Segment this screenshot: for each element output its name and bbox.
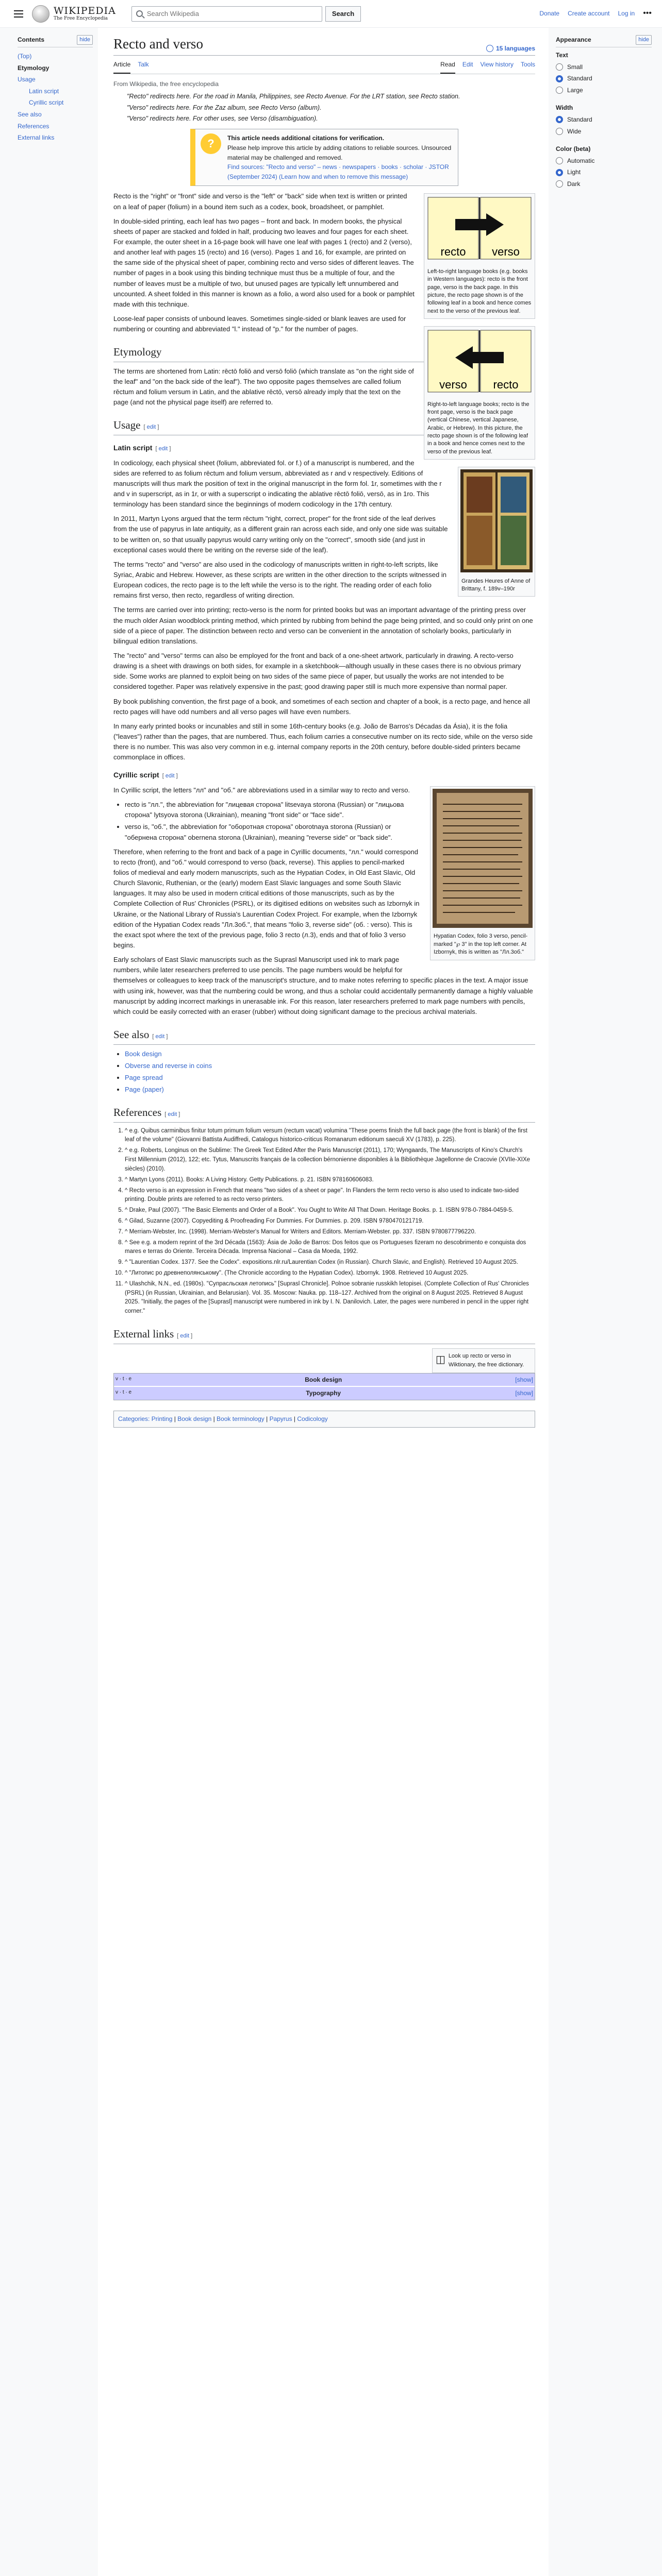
- reference-item: 7. ^ Merriam-Webster, Inc. (1998). Merriam-Webster's Manual for Writers and Editors. Merriam-Webster. pp. 337. ISBN 9780877796220.: [125, 1228, 535, 1237]
- fig1-right-word: verso: [492, 245, 520, 259]
- section-external-links: External links [ edit ]: [113, 1326, 535, 1344]
- language-button[interactable]: [486, 44, 535, 54]
- edit-link[interactable]: edit: [180, 1333, 190, 1340]
- notice-body: Please help improve this article by adding citations to reliable sources. Unsourced material may be challenged and removed.: [227, 144, 452, 161]
- section-cyrillic-script: Cyrillic script [ edit ]: [113, 771, 178, 779]
- category-link[interactable]: Printing: [151, 1415, 173, 1422]
- appearance-hide-button[interactable]: hide: [636, 35, 652, 45]
- cyrillic-intro: In Cyrillic script, the letters "лл" and "об." are abbreviations used in a similar way to recto and verso.: [113, 786, 410, 794]
- list-item: • verso is, "об.", the abbreviation for "оборотная сторона" oborotnaya storona (Russian) or "обернена сторона" obernena storona (Ukrainian), meaning "reverse side" or "back side".: [125, 822, 535, 842]
- figure-caption: Left-to-right language books (e.g. books in Western languages): recto is the front page, verso is the back page. In this picture, the recto page shown is of the following leaf in a book and hence comes next to the verso of the previous leaf.: [427, 268, 532, 314]
- reference-item: 10. ^ "Литопис ро древнеполянському". (The Chronicle according to the Hypatian Codex). Izbornyk. 1908. Retrieved 10 August 2025.: [125, 1269, 535, 1278]
- reference-item: 5. ^ Drake, Paul (2007). "The Basic Elements and Order of a Book". You Ought to Write All That Down. Heritage Books. p. 1. ISBN 978-0-7884-0459-5.: [125, 1206, 535, 1215]
- reference-item: 2. ^ e.g. Roberts, Longinus on the Sublime: The Greek Text Edited After the Paris Manuscript (2011), 170; Wyngaards, The Manuscripts of Kino's Church's First Millennium (2012), 122; etc. Tytus, Manuscrits français de la collection bérnonienne disponibles à la Bibliothèque Jagellonne de Cracovie (XVIIe-XIXe siècles) (2010).: [125, 1146, 535, 1174]
- login-link[interactable]: Log in: [618, 10, 635, 18]
- text-size-label: Text: [556, 52, 568, 59]
- cyrillic-paragraph: Early scholars of East Slavic manuscripts such as the Suprasl Manuscript used ink to mark page numbers, while later researchers preferred to use pencils. The page numbers would be helpful for themselves or colleagues to keep track of the manuscript's structure, and to make notes referring to specific places in the text. A major issue with using ink, however, was that the numbering could be wrong, and thus a scholar could accidentally permanently damage a highly valuable manuscript by adding incorrect markings in unerasable ink. For this reason, later researchers preferred to mark page numbers with pencils, which could be easily corrected with an eraser (rubber) without doing significant damage to the precious archival materials.: [113, 956, 533, 1015]
- reference-item: 6. ^ Gilad, Suzanne (2007). Copyediting & Proofreading For Dummies. For Dummies. p. 209. ISBN 9780470121719.: [125, 1217, 535, 1226]
- toc-item-external-links[interactable]: External links: [18, 134, 55, 142]
- section-etymology: Etymology: [113, 344, 535, 362]
- color-option-dark[interactable]: Dark: [556, 179, 652, 189]
- intro-paragraph: Loose-leaf paper consists of unbound leaves. Sometimes single-sided or blank leaves are used for numbering or counting and abbreviated "l." instead of "p." for the number of pages.: [113, 314, 406, 333]
- toc-title: Contents: [18, 36, 44, 43]
- tagline: The Free Encyclopedia: [54, 16, 108, 21]
- edit-link[interactable]: edit: [158, 445, 168, 452]
- language-icon: [486, 45, 493, 52]
- reference-item: 4. ^ Recto verso is an expression in French that means "two sides of a sheet or page". In Flanders the term recto verso is also used to indicate two-sided printing. Double prints are referred to as recto verso printers.: [125, 1187, 535, 1205]
- question-icon: [201, 133, 221, 154]
- tab-read[interactable]: Read: [440, 58, 455, 74]
- category-link[interactable]: Papyrus: [269, 1415, 292, 1422]
- reference-item: 8. ^ See e.g. a modern reprint of the 3rd Década (1563): Ásia de João de Barros: Dos feitos que os Portugueses fizeram no descobrimento e conquista dos mares e terras do Oriente. Terceira Década. Imprensa Nacional – Casa da Moeda, 1992.: [125, 1239, 535, 1257]
- toc-item-top[interactable]: (Top): [18, 53, 32, 60]
- color-option-light[interactable]: Light: [556, 167, 652, 177]
- page-title: Recto and verso: [113, 36, 203, 52]
- article-content: [98, 28, 549, 2576]
- see-also-link[interactable]: Page spread: [125, 1073, 163, 1081]
- appearance-title: Appearance: [556, 36, 591, 43]
- toc-item-cyrillic-script[interactable]: Cyrillic script: [29, 99, 64, 107]
- latin-paragraph: The terms "recto" and "verso" are also used in the codicology of manuscripts written in right-to-left scripts, like Syriac, Arabic and Hebrew. However, as these scripts are written in the other direction to the scripts witnessed in European codices, the recto page is to the left while the verso is to the right. The reading order of each folio remains first verso, then recto, regardless of writing direction.: [113, 560, 446, 600]
- edit-link[interactable]: edit: [146, 424, 156, 431]
- figure-ltr: [424, 193, 535, 319]
- section-references: References [ edit ]: [113, 1104, 535, 1123]
- figure-caption: Grandes Heures of Anne of Brittany, f. 189v–190r: [461, 578, 531, 592]
- table-of-contents: [10, 28, 98, 2576]
- latin-paragraph: In 2011, Martyn Lyons argued that the term rēctum "right, correct, proper" for the front side of the leaf derives from the use of papyrus in late antiquity, as a different grain ran across each side, and only one side was suitable to be written on, so that usually papyrus would carry writing only on the "correct", smooth side (and just in exceptional cases would there be writing on the reverse side of the leaf).: [113, 515, 448, 554]
- tab-article[interactable]: Article: [113, 58, 130, 74]
- width-label: Width: [556, 104, 573, 112]
- tab-edit[interactable]: Edit: [462, 61, 473, 69]
- recto-verso-ltr-diagram[interactable]: [426, 196, 533, 263]
- see-also-link[interactable]: Book design: [125, 1049, 162, 1058]
- hatnote: "Verso" redirects here. For other uses, see Verso (disambiguation).: [127, 115, 318, 123]
- fig1-left-word: recto: [440, 245, 466, 259]
- search-icon: [136, 10, 143, 17]
- figure-rtl: [424, 326, 535, 460]
- wiktionary-box: [432, 1348, 535, 1373]
- main-menu-icon[interactable]: [10, 6, 27, 22]
- text-option-large[interactable]: Large: [556, 86, 652, 95]
- category-link[interactable]: Book terminology: [217, 1415, 264, 1422]
- see-also-link[interactable]: Obverse and reverse in coins: [125, 1061, 212, 1070]
- text-option-small[interactable]: Small: [556, 62, 652, 72]
- navbox-show-button[interactable]: [show]: [515, 1389, 533, 1397]
- reference-item: 11. ^ Ulashchik, N.N., ed. (1980s). "Супрасльская летопись" [Suprasl Chronicle]. Polnoe sobranie russkikh letopisei. (Complete Collection of Rus' Chronicles (PSRL) (in Russian, Ukrainian, and Belarusian). Vol. 35. Moscow: Nauka. pp. 118–127. Archived from the original on 8 August 2025. Retrieved 8 August 2025. "Initially, the pages of the [Suprasl] manuscript were numbered in ink by I. N. Danilovich. Later, the pages were numbered in pencil in the upper right corner.": [125, 1280, 535, 1316]
- tab-talk[interactable]: Talk: [138, 61, 149, 69]
- color-label: Color (beta): [556, 145, 591, 153]
- hatnote: "Verso" redirects here. For the Zaz album, see Recto Verso (album).: [127, 104, 322, 111]
- category-links: Categories: Printing | Book design | Book terminology | Papyrus | Codicology: [113, 1411, 535, 1428]
- edit-link[interactable]: edit: [165, 773, 175, 779]
- edit-link[interactable]: edit: [168, 1111, 177, 1118]
- hypatian-codex-image[interactable]: [433, 789, 533, 928]
- site-header: [0, 0, 662, 28]
- navbox: [113, 1373, 535, 1400]
- toc-item-latin-script[interactable]: Latin script: [29, 87, 59, 95]
- text-option-standard[interactable]: Standard: [556, 74, 652, 83]
- cyrillic-paragraph: Therefore, when referring to the front and back of a page in Cyrillic documents, "лл." would correspond to recto (front), and "об." would correspond to verso (back, reverse). This applies to pencil-marked folios of medieval and early modern manuscripts, such as the Hypatian Codex, in Old East Slavic, Old Church Slavonic, Ruthenian, or the (early) modern East Slavic languages and some South Slavic languages. It may also be used in modern critical editions of those manuscripts, such as by the Complete Collection of Rus' Chronicles (PSRL), or its digitised editions on websites such as Izbornyk in Ukraine, or the National Library of Russia's Laurentian Codex Project. For example, when the Izbornyk edition of the Hypatian Codex reads "Лл.3об.", that means "folio 3, reverse side" (об. : verso). This is the exact spot where the text of the previous page, folio 3 recto (л.3), ends and that of folio 3 verso begins.: [113, 848, 420, 949]
- hatnote: "Recto" redirects here. For the road in Manila, Philippines, see Recto Avenue. For the LRT station, see Recto station.: [127, 93, 460, 100]
- section-usage: Usage [ edit ]: [113, 417, 535, 435]
- more-options-icon[interactable]: •••: [643, 9, 652, 18]
- width-option-wide[interactable]: Wide: [556, 127, 652, 137]
- intro-paragraph: Recto is the "right" or "front" side and verso is the "left" or "back" side when text is written or printed on a leaf of paper (folium) in a bound item such as a codex, book, broadsheet, or pamphlet.: [113, 192, 407, 211]
- search-input[interactable]: [147, 10, 318, 18]
- illuminated-manuscript-image[interactable]: [460, 469, 533, 572]
- figure-caption: Right-to-left language books; recto is the front page, verso is the back page (vertical Chinese, vertical Japanese, Arabic, or Hebrew). In this picture, the recto page shown is of the following leaf in a book and hence comes next to the verso of the previous leaf.: [427, 401, 529, 455]
- latin-paragraph: In many early printed books or incunables and still in some 16th-century books (e.g. João de Barros's Décadas da Ásia), it is the folia ("leaves") rather than the pages, that are numbered. Thus, each folium carries a consecutive number on its recto side, while on the verso side there is no number. This was also very common in e.g. internal company reports in the 20th century, before double-sided printers became commonplace in offices.: [113, 722, 533, 761]
- search-button[interactable]: Search: [325, 6, 361, 22]
- wiktionary-icon: ◫: [436, 1353, 445, 1365]
- toc-item-usage[interactable]: Usage: [18, 76, 36, 83]
- donate-link[interactable]: Donate: [539, 10, 560, 18]
- language-count: 15 languages: [495, 44, 535, 52]
- tab-view-history[interactable]: View history: [480, 61, 514, 69]
- width-option-standard[interactable]: Standard: [556, 115, 652, 125]
- latin-paragraph: In codicology, each physical sheet (folium, abbreviated fol. or f.) of a manuscript is numbered, and the sides are referred to as folium rēctum and folium versum, abbreviated as r and v respectively. Editions of manuscripts will thus mark the position of text in the original manuscript in the form fol. 1r, sometimes with the r and v in superscript, as in 1r, or with a superscript o indicating the ablative rēctō foliō, versō, as in 1ro. This terminology has been standard since the beginnings of modern codicology in the 17th century.: [113, 459, 442, 509]
- create-account-link[interactable]: Create account: [568, 10, 610, 18]
- vte-links[interactable]: v · t · e: [115, 1389, 132, 1396]
- recto-verso-rtl-diagram[interactable]: [426, 329, 533, 396]
- wikipedia-logo[interactable]: [32, 5, 116, 23]
- latin-paragraph: The terms are carried over into printing; recto-verso is the norm for printed books but was an important advantage of the printing press over the much older Asian woodblock printing method, which printed by rubbing from behind the page being printed, and so could only print on one side of a piece of paper. The distinction between recto and verso can be convenient in the annotation of scholarly books, particularly in bilingual edition translations.: [113, 606, 533, 645]
- notice-find-sources[interactable]: Find sources: "Recto and verso" – news · newspapers · books · scholar · JSTOR (September 2024) (Learn how and when to remove this message): [227, 163, 449, 180]
- toc-hide-button[interactable]: hide: [77, 35, 93, 45]
- wordmark: WIKIPEDIA: [54, 5, 116, 17]
- vte-links[interactable]: v · t · e: [115, 1376, 132, 1382]
- navbox-show-button[interactable]: [show]: [515, 1376, 533, 1383]
- from-wikipedia: From Wikipedia, the free encyclopedia: [113, 80, 219, 88]
- navbox-title[interactable]: Book design: [305, 1376, 342, 1383]
- section-see-also: See also [ edit ]: [113, 1026, 535, 1045]
- section-latin-script: Latin script [ edit ]: [113, 443, 171, 452]
- figure-caption: Hypatian Codex, folio 3 verso, pencil-marked "℘ 3" in the top left corner. At Izbornyk, this is written as "Лл.3об.": [434, 933, 528, 956]
- latin-paragraph: By book publishing convention, the first page of a book, and sometimes of each section and chapter of a book, is a recto page, and hence all recto pages will have odd numbers and all verso pages will have even numbers.: [113, 697, 530, 716]
- search-box: [131, 6, 322, 22]
- reference-item: 1. ^ e.g. Quibus carminibus finitur totum primum folium versum (rectum vacat) volumina "These poems finish the full back page (the front is blank) of the first leaf of the volume" (Giovanni Battista Audiffredi, Catalogus historico-criticus Romanarum editionum saeculi XV (1783), p. 225).: [125, 1127, 535, 1145]
- wiktionary-text[interactable]: Look up recto or verso in Wiktionary, the free dictionary.: [448, 1352, 524, 1368]
- globe-icon: [32, 5, 49, 23]
- category-link[interactable]: Codicology: [297, 1415, 328, 1422]
- reference-item: 3. ^ Martyn Lyons (2011). Books: A Living History. Getty Publications. p. 21. ISBN 978160606083.: [125, 1176, 535, 1185]
- figure-hypatian-codex: [430, 786, 535, 960]
- toc-item-see-also[interactable]: See also: [18, 111, 42, 118]
- edit-link[interactable]: edit: [155, 1033, 165, 1040]
- color-option-automatic[interactable]: Automatic: [556, 156, 652, 166]
- fig2-right-word: recto: [493, 378, 519, 392]
- appearance-panel: [549, 28, 652, 2576]
- fig2-left-word: verso: [439, 378, 467, 392]
- see-also-link[interactable]: Page (paper): [125, 1085, 164, 1093]
- latin-paragraph: The "recto" and "verso" terms can also be employed for the front and back of a one-sheet artwork, particularly in drawing. A recto-verso drawing is a sheet with drawings on both sides, for example in a sketchbook—although usually in these cases there is no obvious primary side. Some works are planned to exploit being on two sides of the same piece of paper, but usually the works are not intended to be considered together. Paper was relatively expensive in the past; good drawing paper still is much more expensive than normal paper.: [113, 651, 521, 691]
- reference-item: 9. ^ "Laurentian Codex. 1377. See the Codex". expositions.nlr.ru/Laurentian Codex (in Russian). Church Slavic, and English). Retrieved 10 August 2025.: [125, 1258, 535, 1267]
- figure-grandes-heures: [458, 467, 535, 597]
- intro-paragraph: In double-sided printing, each leaf has two pages – front and back. In modern books, the physical sheets of paper are stacked and folded in half, producing two leaves and four pages for each sheet. For example, the outer sheet in a 16-page book will have one leaf with pages 1 (recto) and 2 (verso), and another leaf with pages 15 (recto) and 16 (verso). Pages 1 and 16, for example, are printed on the same side of the physical sheet of paper, combining recto and verso sides of different leaves. The number of pages in a book using this binding technique must thus be a multiple of four, and the number of leaves must be a multiple of two, but unused pages are typically left unnumbered and uncounted. A sheet folded in this manner is known as a folio, a word also used for a book or pamphlet made with this technique.: [113, 217, 415, 308]
- category-link[interactable]: Book design: [177, 1415, 212, 1422]
- list-item: • recto is "лл.", the abbreviation for "лицевая сторона" litsevaya storona (Russian) or "лицьова сторона" lytsyova storona (Ukrainian), meaning "front side" or "face side".: [125, 800, 535, 820]
- navbox-title[interactable]: Typography: [306, 1389, 341, 1397]
- etymology-paragraph: The terms are shortened from Latin: rēctō foliō and versō foliō (which translate as "on the right side of the leaf" and "on the back side of the leaf"). The two opposite pages themselves are called folium rēctum and folium versum in Latin, and the ablative rēctō, versō already imply that the text on the page (and not the physical page itself) are referred to.: [113, 367, 414, 406]
- tab-tools[interactable]: Tools: [520, 61, 535, 69]
- notice-headline: This article needs additional citations for verification.: [227, 134, 385, 142]
- categories-label[interactable]: Categories:: [118, 1415, 150, 1422]
- toc-item-etymology[interactable]: Etymology: [18, 64, 49, 72]
- citation-needed-notice: [190, 129, 458, 186]
- toc-item-references[interactable]: References: [18, 122, 49, 130]
